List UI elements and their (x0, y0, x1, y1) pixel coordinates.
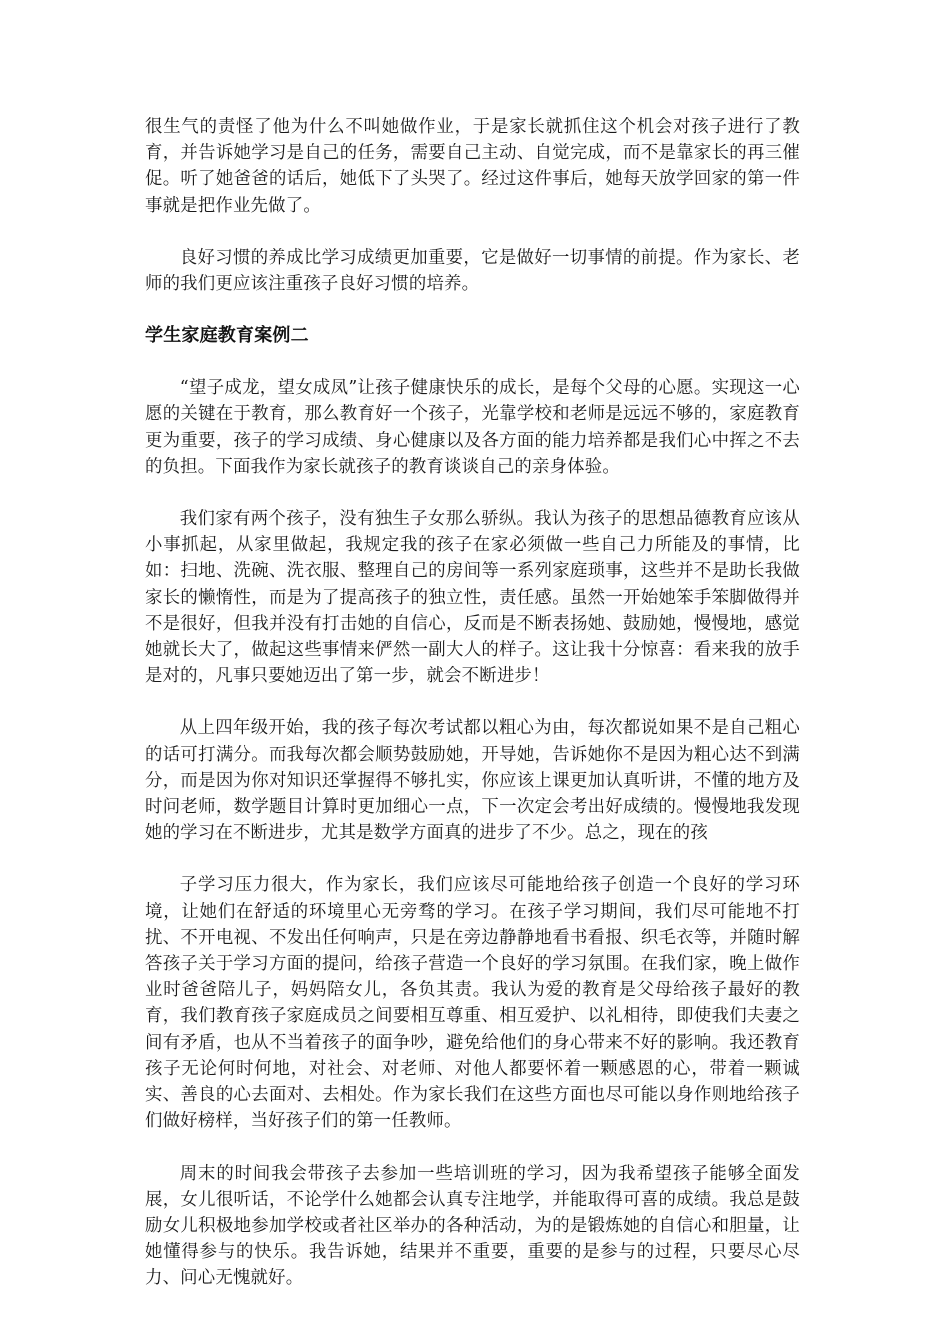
paragraph: 我们家有两个孩子，没有独生子女那么骄纵。我认为孩子的思想品德教育应该从小事抓起，从家里做起，我规定我的孩子在家必须做一些自己力所能及的事情，比如：扫地、洗碗、洗衣服、整理自己的房间等一系列家庭琐事，这些并不是助长我做家长的懒惰性，而是为了提高孩子的独立性，责任感。虽然一开始她笨手笨脚做得并不是很好，但我并没有打击她的自信心，反而是不断表扬她、鼓励她，慢慢地，感觉她就长大了，做起这些事情来俨然一副大人的样子。这让我十分惊喜：看来我的放手是对的，凡事只要她迈出了第一步，就会不断进步！ (145, 509, 800, 687)
paragraph: 良好习惯的养成比学习成绩更加重要，它是做好一切事情的前提。作为家长、老师的我们更应该注重孩子良好习惯的培养。 (145, 247, 800, 295)
section-heading: 学生家庭教育案例二 (145, 325, 309, 347)
paragraph: 很生气的责怪了他为什么不叫她做作业，于是家长就抓住这个机会对孩子进行了教育，并告诉她学习是自己的任务，需要自己主动、自觉完成，而不是靠家长的再三催促。听了她爸爸的话后，她低下了头哭了。经过这件事后，她每天放学回家的第一件事就是把作业先做了。 (145, 117, 800, 216)
paragraph: 周末的时间我会带孩子去参加一些培训班的学习，因为我希望孩子能够全面发展，女儿很听话，不论学什么她都会认真专注地学，并能取得可喜的成绩。我总是鼓励女儿积极地参加学校或者社区举办的各种活动，为的是锻炼她的自信心和胆量，让她懂得参与的快乐。我告诉她，结果并不重要，重要的是参与的过程，只要尽心尽力、问心无愧就好。 (145, 1163, 800, 1289)
paragraph: “望子成龙，望女成凤”让孩子健康快乐的成长，是每个父母的心愿。实现这一心愿的关键在于教育，那么教育好一个孩子，光靠学校和老师是远远不够的，家庭教育更为重要，孩子的学习成绩、身心健康以及各方面的能力培养都是我们心中挥之不去的负担。下面我作为家长就孩子的教育谈谈自己的亲身体验。 (145, 378, 800, 477)
paragraph: 从上四年级开始，我的孩子每次考试都以粗心为由，每次都说如果不是自己粗心的话可打满分。而我每次都会顺势鼓励她，开导她，告诉她你不是因为粗心达不到满分，而是因为你对知识还掌握得不够扎实，你应该上课更加认真听讲，不懂的地方及时问老师，数学题目计算时更加细心一点，下一次定会考出好成绩的。慢慢地我发现她的学习在不断进步，尤其是数学方面真的进步了不少。总之，现在的孩 (145, 718, 800, 844)
paragraph: 子学习压力很大，作为家长，我们应该尽可能地给孩子创造一个良好的学习环境，让她们在舒适的环境里心无旁骛的学习。在孩子学习期间，我们尽可能地不打扰、不开电视、不发出任何响声，只是在旁边静静地看书看报、织毛衣等，并随时解答孩子关于学习方面的提问，给孩子营造一个良好的学习氛围。在我们家，晚上做作业时爸爸陪儿子，妈妈陪女儿，各负其责。我认为爱的教育是父母给孩子最好的教育，我们教育孩子家庭成员之间要相互尊重、相互爱护、以礼相待，即使我们夫妻之间有矛盾，也从不当着孩子的面争吵，避免给他们的身心带来不好的影响。我还教育孩子无论何时何地，对社会、对老师、对他人都要怀着一颗感恩的心，带着一颗诚实、善良的心去面对、去相处。作为家长我们在这些方面也尽可能以身作则地给孩子们做好榜样，当好孩子们的第一任教师。 (145, 875, 800, 1132)
document-page (145, 114, 800, 1318)
